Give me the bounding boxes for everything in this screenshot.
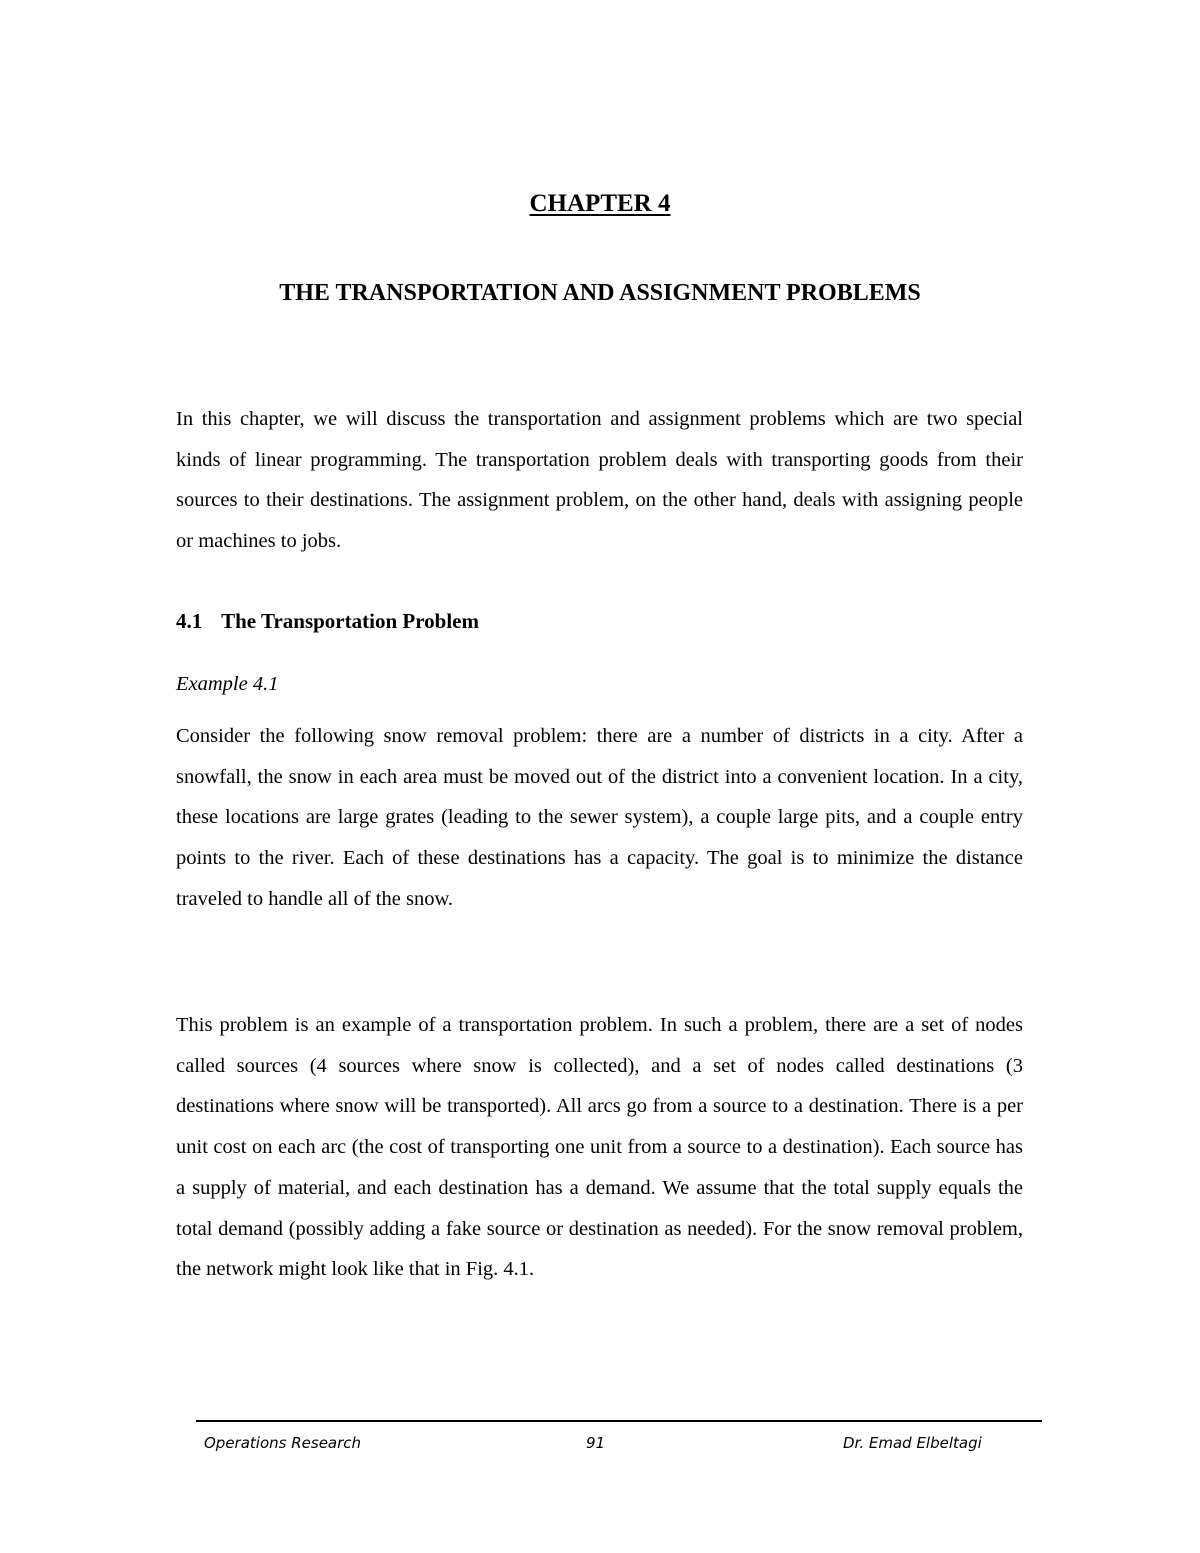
chapter-title: THE TRANSPORTATION AND ASSIGNMENT PROBLEMS (279, 280, 921, 306)
section-title: The Transportation Problem (221, 609, 479, 633)
transportation-paragraph: This problem is an example of a transportation problem. In such a problem, there are a set of nodes called sources (4 sources where snow is collected), and a set of nodes called destinations (3 destinations where snow will be transported). All arcs go from a source to a destination. There is a per unit cost on each arc (the cost of transporting one unit from a source to a destination). Each source has a supply of material, and each destination has a demand. We assume that the total supply equals the total demand (possibly adding a fake source or destination as needed). For the snow removal problem, the network might look like that in Fig. 4.1. (176, 1014, 1023, 1281)
footer-book-title: Operations Research (204, 1434, 362, 1452)
section-number: 4.1 (176, 609, 203, 633)
footer-divider (196, 1420, 1042, 1422)
section-heading (176, 609, 479, 634)
footer-page-number: 91 (586, 1434, 606, 1452)
chapter-label: CHAPTER 4 (529, 190, 671, 217)
footer-author: Dr. Emad Elbeltagi (843, 1434, 982, 1452)
example-label: Example 4.1 (176, 673, 279, 695)
example-paragraph: Consider the following snow removal problem: there are a number of districts in a city. After a snowfall, the snow in each area must be moved out of the district into a convenient location. In a city, these locations are large grates (leading to the sewer system), a couple large pits, and a couple entry points to the river. Each of these destinations has a capacity. The goal is to minimize the distance traveled to handle all of the snow. (176, 725, 1023, 910)
intro-paragraph: In this chapter, we will discuss the transportation and assignment problems which are two special kinds of linear programming. The transportation problem deals with transporting goods from their sources to their destinations. The assignment problem, on the other hand, deals with assigning people or machines to jobs. (176, 408, 1023, 553)
